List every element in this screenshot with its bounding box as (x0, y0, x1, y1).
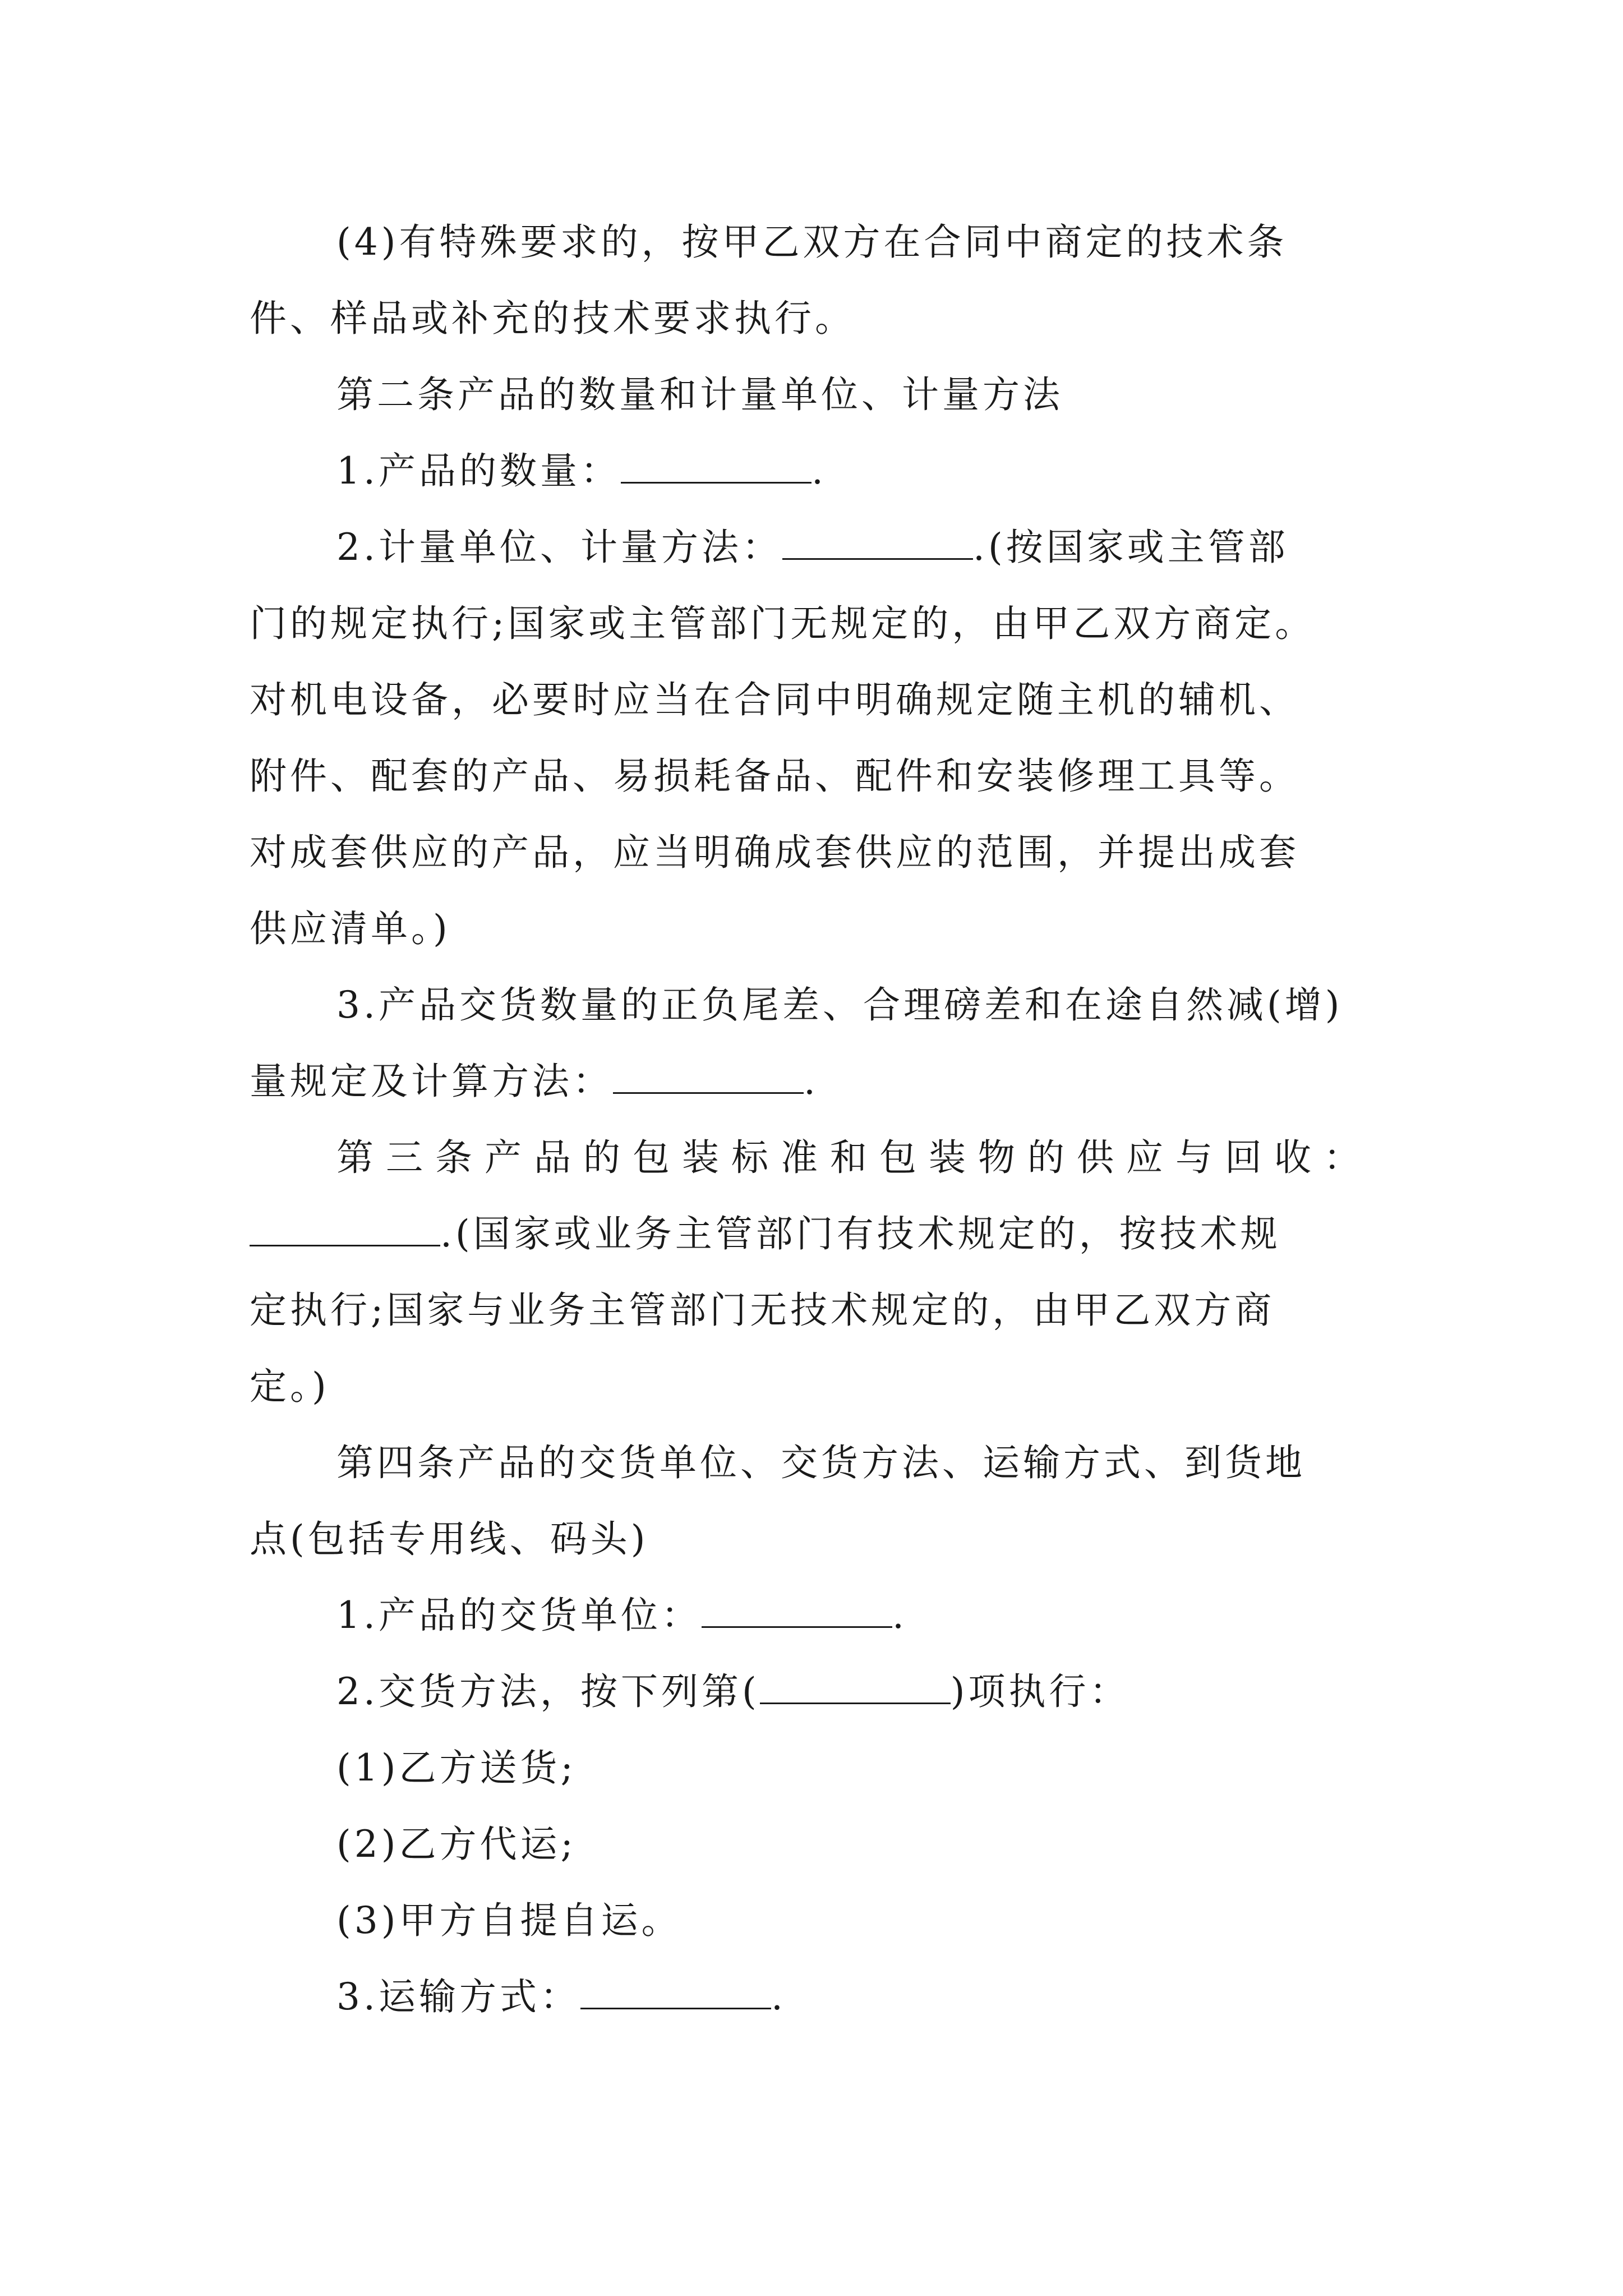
clause-line: 门的规定执行;国家或主管部门无规定的，由甲乙双方商定。 (250, 602, 1316, 645)
fill-in-blank[interactable] (250, 1214, 440, 1246)
fill-in-blank[interactable] (782, 528, 973, 560)
clause-line: 3.产品交货数量的正负尾差、合理磅差和在途自然减(增) (336, 983, 1343, 1027)
clause-line: (4)有特殊要求的，按甲乙双方在合同中商定的技术条 (336, 220, 1288, 264)
article-heading: 第四条产品的交货单位、交货方法、运输方式、到货地 (336, 1441, 1306, 1484)
article-heading: 第三条产品的包装标准和包装物的供应与回收： (336, 1136, 1373, 1179)
clause-line: 量规定及计算方法： . (250, 1060, 819, 1103)
fill-in-blank[interactable] (580, 1977, 771, 2009)
clause-line: 对机电设备，必要时应当在合同中明确规定随主机的辅机、 (250, 678, 1299, 721)
clause-line: 定。) (250, 1365, 330, 1408)
fill-in-blank[interactable] (702, 1596, 892, 1628)
option-item: (1)乙方送货; (336, 1746, 577, 1789)
option-item: (3)甲方自提自运。 (336, 1899, 682, 1942)
clause-line: 附件、配套的产品、易损耗备品、配件和安装修理工具等。 (250, 754, 1299, 798)
fill-in-blank[interactable] (621, 452, 811, 484)
clause-line: 件、样品或补充的技术要求执行。 (250, 297, 855, 340)
clause-line: 2.计量单位、计量方法： .(按国家或主管部 (336, 526, 1289, 569)
fill-in-blank[interactable] (760, 1672, 951, 1704)
clause-line: 定执行;国家与业务主管部门无技术规定的，由甲乙双方商 (250, 1289, 1275, 1332)
clause-line: 对成套供应的产品，应当明确成套供应的范围，并提出成套 (250, 831, 1299, 874)
fill-in-blank[interactable] (613, 1062, 804, 1094)
article-heading: 第二条产品的数量和计量单位、计量方法 (336, 373, 1063, 416)
clause-line: 供应清单。) (250, 907, 451, 950)
clause-line: 2.交货方法，按下列第( )项执行： (336, 1670, 1130, 1713)
clause-line: 1.产品的交货单位： . (336, 1594, 907, 1637)
clause-line: 3.运输方式： . (336, 1975, 786, 2018)
clause-line: 1.产品的数量： . (336, 449, 827, 493)
option-item: (2)乙方代运; (336, 1823, 577, 1866)
clause-line: 点(包括专用线、码头) (250, 1517, 649, 1561)
clause-line: .(国家或业务主管部门有技术规定的，按技术规 (250, 1212, 1281, 1257)
